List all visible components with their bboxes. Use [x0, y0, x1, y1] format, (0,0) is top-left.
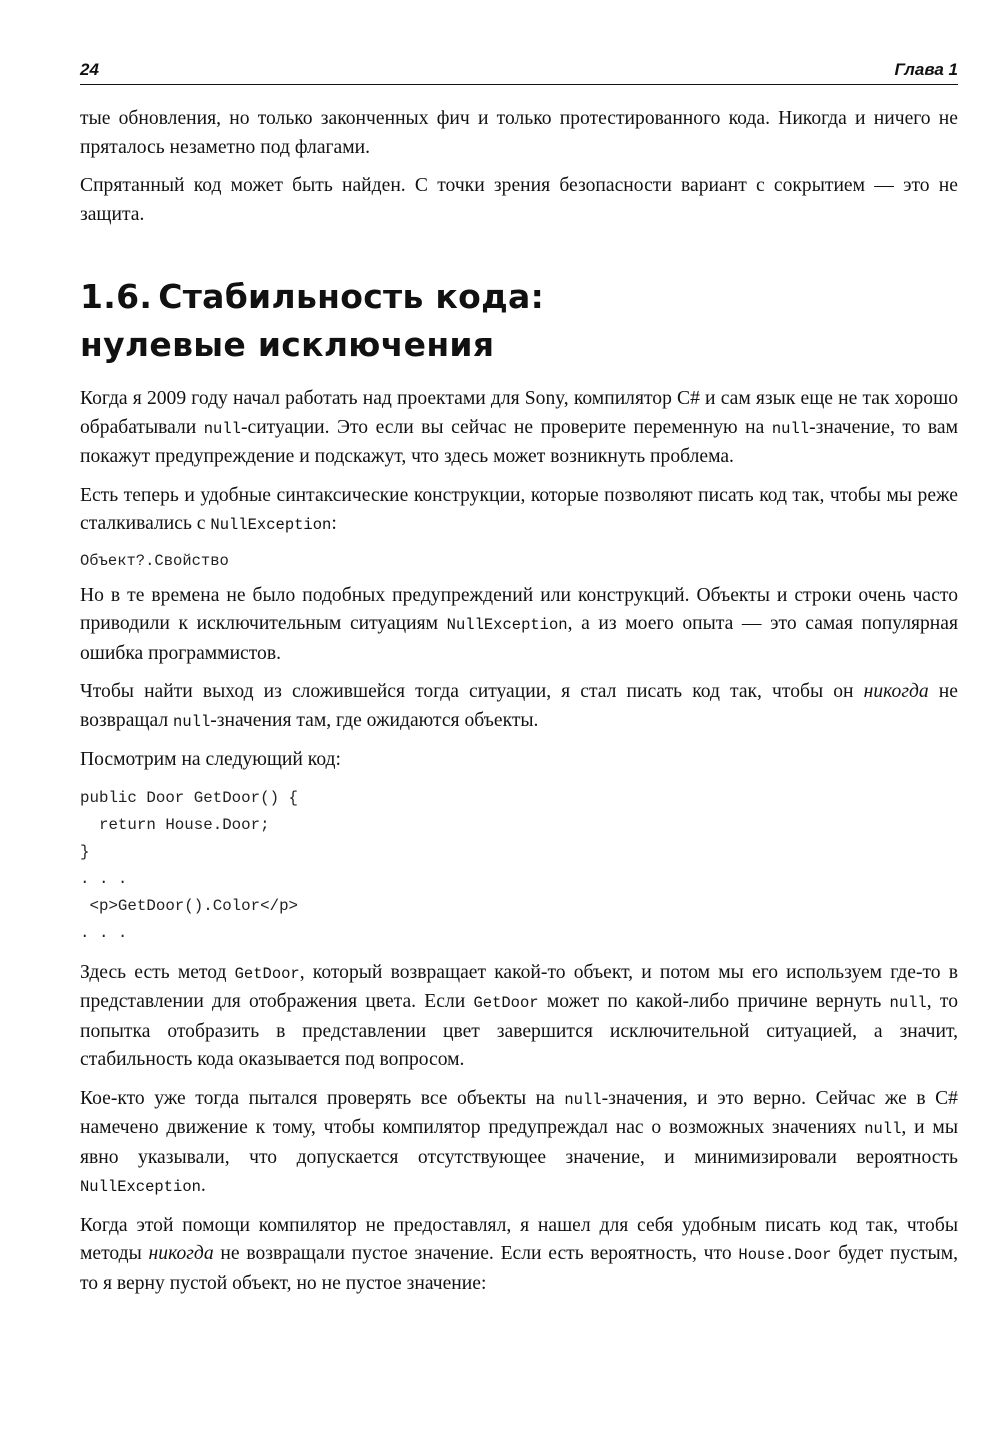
code-line: <p>GetDoor().Color</p> [80, 896, 299, 915]
code-line: } [80, 842, 90, 861]
text-run: Кое-кто уже тогда пытался проверять все объекты на [80, 1087, 565, 1109]
text-run: Но в те времена не было подобных предупреждений или конструкций. Объекты и строки очень часто приводили к исключительным ситуациям [80, 584, 958, 634]
text-run: , а из моего опыта — это самая популярная ошибка программистов. [80, 613, 958, 664]
section-title-line-1: Стабильность кода: [158, 277, 545, 316]
text-run: , который возвращает какой-то объект, и потом мы его используем где-то в представлении для отображения цвета. Если [80, 961, 958, 1012]
code-block [80, 785, 958, 947]
code-line: return House.Door; [80, 815, 270, 834]
code-line: public Door GetDoor() { [80, 788, 299, 807]
inline-code: NullException [446, 616, 568, 634]
inline-code: NullException [80, 1178, 201, 1196]
text-run: может по какой-либо причине вернуть [538, 991, 890, 1012]
text-run: Когда я 2009 году начал работать над проектами для Sony, компилятор C# и сам язык еще не так хорошо обрабатывали [80, 388, 958, 438]
text-run: Когда этой помощи компилятор не предоставлял, я нашел для себя удобным писать код так, чтобы методы [80, 1214, 958, 1264]
text-run: Здесь есть метод [80, 961, 235, 983]
chapter-label: Глава 1 [894, 60, 958, 79]
code-line: . . . [80, 869, 128, 888]
code-example-1: Объект?.Свойство [80, 551, 229, 570]
inline-code: House.Door [738, 1246, 832, 1264]
text-run: . [200, 1175, 206, 1196]
paragraph-7: Посмотрим на следующий код: [80, 749, 341, 770]
inline-code: NullException [210, 516, 332, 534]
text-run: , то попытка отобразить в представлении цвет завершится исключительной ситуацией, а значит, стабильность кода оказывается под вопросом. [80, 991, 958, 1070]
section-number: 1.6. [80, 277, 153, 316]
paragraph-4 [80, 482, 958, 540]
paragraph-9 [80, 1085, 958, 1202]
inline-code: null [564, 1090, 602, 1109]
book-page [80, 60, 958, 1308]
text-run: не возвращал [80, 681, 958, 731]
inline-code: null [864, 1120, 902, 1138]
inline-code: null [771, 419, 810, 438]
running-header [80, 60, 958, 85]
text-run: -значение, то вам покажут предупреждение и подскажут, что здесь может возникнуть проблема. [80, 416, 958, 467]
page-content [80, 105, 958, 1298]
paragraph-3 [80, 385, 958, 472]
emphasis: никогда [148, 1243, 214, 1264]
paragraph-10 [80, 1212, 958, 1299]
paragraph-6 [80, 678, 958, 736]
text-run: Есть теперь и удобные синтаксические конструкции, которые позволяют писать код так, чтобы мы реже сталкивались с [80, 484, 958, 534]
text-run: -значения, и это верно. Сейчас же в C# намечено движение к тому, чтобы компилятор предупреждал нас о возможных значениях [80, 1087, 958, 1138]
text-run: будет пустым, то я верну пустой объект, но не пустое значение: [80, 1243, 958, 1294]
paragraph-2: Спрятанный код может быть найден. С точки зрения безопасности вариант с сокрытием — это не защита. [80, 175, 958, 225]
inline-code: GetDoor [473, 994, 539, 1012]
paragraph-8 [80, 959, 958, 1075]
paragraph-1: тые обновления, но только законченных фич и только протестированного кода. Никогда и ничего не пряталось незаметно под флагами. [80, 108, 958, 158]
text-run: , и мы явно указывали, что допускается отсутствующее значение, и минимизировали вероятность [80, 1117, 958, 1168]
section-title-line-2: нулевые исключения [80, 325, 495, 364]
inline-code: null [173, 712, 211, 731]
paragraph-5 [80, 582, 958, 669]
page-number: 24 [80, 60, 99, 79]
inline-code: GetDoor [234, 964, 300, 983]
text-run: : [331, 513, 337, 534]
emphasis: никогда [863, 681, 929, 702]
text-run: Чтобы найти выход из сложившейся тогда ситуации, я стал писать код так, чтобы он [80, 681, 864, 702]
text-run: -значения там, где ожидаются объекты. [210, 709, 539, 731]
text-run: не возвращали пустое значение. Если есть вероятность, что [213, 1243, 739, 1264]
section-heading [80, 273, 958, 369]
code-line: . . . [80, 923, 128, 942]
inline-code: null [889, 994, 927, 1012]
text-run: -ситуации. Это если вы сейчас не проверите переменную на [240, 416, 772, 438]
inline-code: null [203, 419, 241, 438]
